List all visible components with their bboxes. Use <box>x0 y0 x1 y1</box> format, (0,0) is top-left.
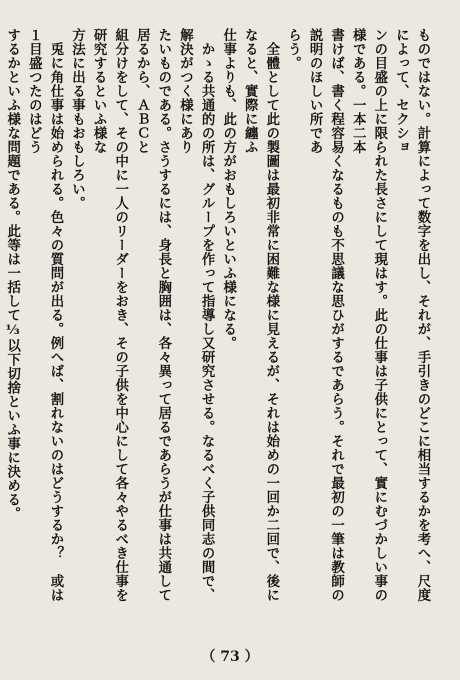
text-line <box>0 28 1 608</box>
text-line: 書けば、書く程容易くなるものも不思議な思ひがするであらう。それで最初の一筆は教師の説明のほしい所であ <box>307 28 345 602</box>
text-line: ンの目盛の上に限られた長さにして現はす。此の仕事は子供にとって、實にむづかしい事の様である。一本二本 <box>350 28 388 602</box>
text-line: 仕事よりも、此の方がおもしろいといふ様になる。 <box>220 28 237 350</box>
page-number: （ 73 ） <box>201 649 259 665</box>
text-line: 全體として此の製圖は最初非常に困難な様に見えるが、それは始めの一回か二回で、後になると、實際に纏ふ <box>242 28 280 602</box>
text-line: 方法に出る事もおもしろい。 <box>69 28 86 210</box>
text-line: するかといふ様な問題である。此等は一括して⅓以下切捨といふ事に決める。 <box>4 28 21 521</box>
text-line: かゝる共通的の所は、グループを作って指導し又研究させる。なるべく子供同志の間で、解決がつく様にあり <box>177 28 216 602</box>
text-line: たいものである。さうするには、身長と胸囲は、各々異って居るであらうが仕事は共通して居るから、ＡＢＣと <box>134 28 172 602</box>
text-line: 兎に角仕事は始められる。色々の質問が出る。例へば、割れないのはどうするか？ 或は１目盛つたのはどう <box>26 28 64 602</box>
text-line: らう。 <box>285 28 302 70</box>
body-text <box>4 28 433 608</box>
text-line: ものではない。計算によって数字を出し、それが、手引きのどこに相当するかを考へ、尺度によって、セクショ <box>393 28 431 602</box>
text-line: 組分けをして、その中に一人のリーダーをおき、その子供を中心にして各々やるべき仕事を研究するといふ様な <box>91 28 129 602</box>
